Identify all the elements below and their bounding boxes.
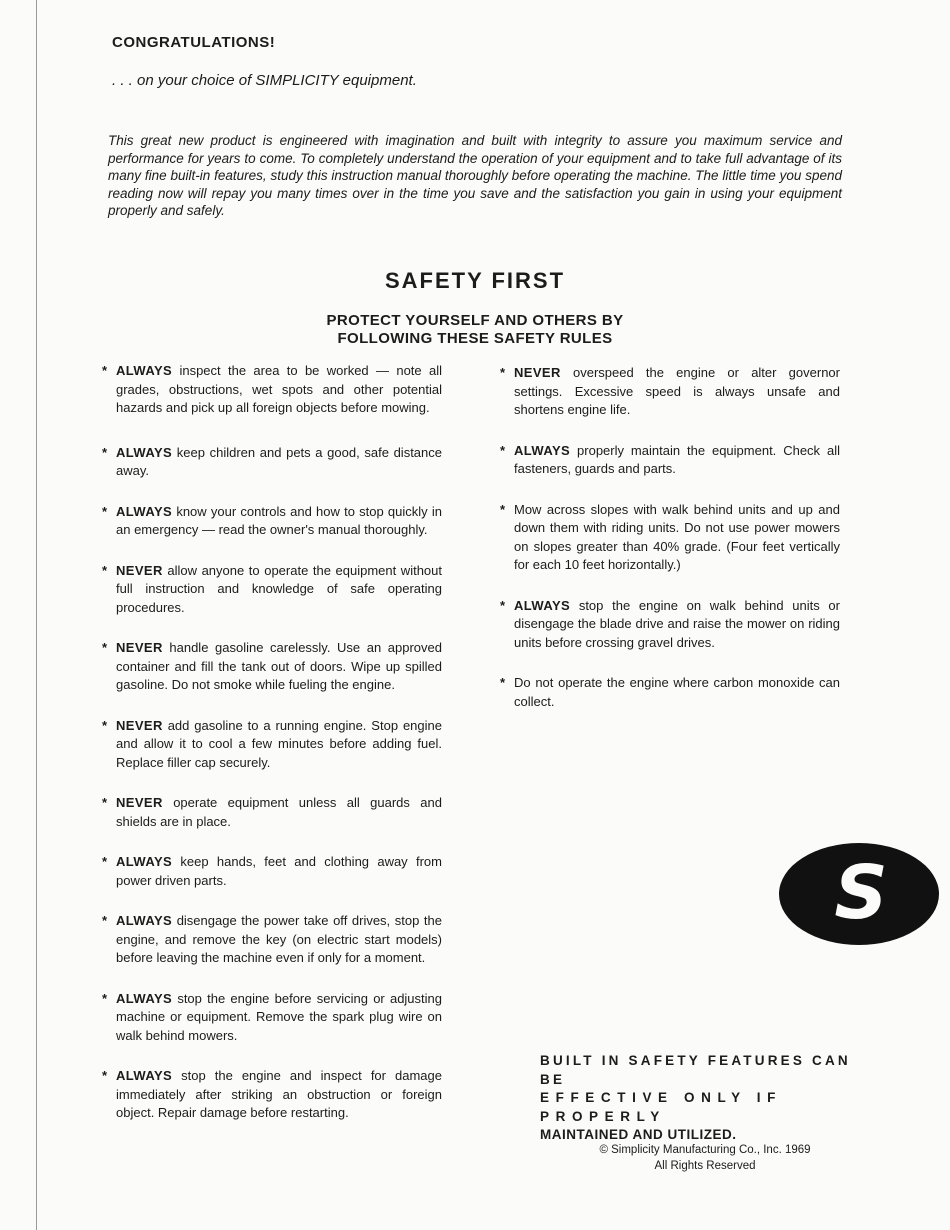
intro-paragraph: This great new product is engineered with imagination and built with integrity to assure you maximum service and performance for years to come. To completely understand the operation of your equipment and to take full advantage of its many fine built-in features, study this instruction manual thoroughly before operating the machine. The little time you spend reading now will repay you many times over in the time you save and the satisfaction you gain in using your equipment properly and safely. (108, 133, 842, 218)
left-safety-rules (104, 362, 442, 1145)
rule-text: know your controls and how to stop quickly in an emergency — read the owner's manual thoroughly. (116, 503, 442, 537)
rule-keyword: NEVER (116, 717, 163, 733)
safety-first-title: SAFETY FIRST (384, 268, 566, 293)
copyright-notice (560, 1142, 850, 1174)
bullet-asterisk: * (102, 854, 108, 869)
rule-text: operate equipment unless all guards and shields are in place. (116, 795, 442, 829)
safety-rule (502, 364, 840, 420)
rule-text: inspect the area to be worked — note all grades, obstructions, wet spots and other potential hazards and pick up all foreign objects before mowing. (116, 363, 442, 415)
notice-line-3: MAINTAINED AND UTILIZED. (540, 1127, 737, 1142)
safety-rule (104, 717, 442, 773)
copyright-line-1: © Simplicity Manufacturing Co., Inc. 1969 (599, 1144, 811, 1156)
rule-keyword: ALWAYS (116, 363, 173, 378)
safety-rule (104, 990, 442, 1046)
rule-keyword: ALWAYS (116, 444, 173, 460)
rule-text: overspeed the engine or alter governor settings. Excessive speed is always unsafe and shortens engine life. (514, 365, 840, 417)
safety-rule (104, 1067, 442, 1123)
rule-keyword: ALWAYS (116, 913, 173, 928)
page-margin-line (36, 0, 37, 1230)
safety-rule (502, 597, 840, 653)
safety-subtitle-line-2: FOLLOWING THESE SAFETY RULES (337, 330, 613, 347)
rule-text: Mow across slopes with walk behind units and up and down them with riding units. Do not use power mowers on slopes greater than 40% grade. (Four feet vertically for each 10 feet horizontally.) (514, 501, 840, 572)
safety-rule (104, 362, 442, 418)
copyright-line-2: All Rights Reserved (654, 1160, 756, 1172)
bullet-asterisk: * (102, 913, 108, 928)
notice-line-1: BUILT IN SAFETY FEATURES CAN BE (540, 1053, 851, 1087)
rule-keyword: ALWAYS (116, 854, 173, 869)
safety-rule (502, 442, 840, 479)
built-in-safety-notice (540, 1052, 865, 1145)
congratulations-heading: CONGRATULATIONS! (112, 34, 276, 51)
bullet-asterisk: * (102, 503, 108, 519)
safety-rule (104, 562, 442, 618)
safety-rule (502, 674, 840, 711)
bullet-asterisk: * (102, 717, 108, 733)
bullet-asterisk: * (500, 597, 506, 613)
right-safety-rules (502, 364, 840, 733)
logo-letter: S (834, 850, 888, 936)
rule-text: keep children and pets a good, safe distance away. (116, 444, 442, 478)
bullet-asterisk: * (102, 990, 108, 1006)
rule-keyword: NEVER (116, 562, 163, 578)
bullet-asterisk: * (102, 795, 108, 810)
bullet-asterisk: * (500, 675, 506, 690)
safety-rule (502, 501, 840, 575)
rule-text: stop the engine and inspect for damage immediately after striking an obstruction or foreign object. Repair damage before restarting. (116, 1068, 442, 1120)
rule-text: disengage the power take off drives, stop the engine, and remove the key (on electric start models) before leaving the machine even if only for a moment. (116, 913, 442, 965)
bullet-asterisk: * (102, 640, 108, 655)
safety-subtitle (0, 312, 950, 348)
safety-rule (104, 853, 442, 890)
rule-text: keep hands, feet and clothing away from power driven parts. (116, 854, 442, 888)
bullet-asterisk: * (500, 501, 506, 517)
bullet-asterisk: * (102, 562, 108, 578)
notice-line-2: EFFECTIVE ONLY IF PROPERLY (540, 1090, 782, 1124)
rule-keyword: ALWAYS (116, 990, 173, 1006)
rule-text: handle gasoline carelessly. Use an approved container and fill the tank out of doors. Wipe up spilled gasoline. Do not smoke while fueling the engine. (116, 640, 442, 692)
choice-tagline: . . . on your choice of SIMPLICITY equipment. (112, 72, 417, 89)
bullet-asterisk: * (102, 363, 108, 378)
bullet-asterisk: * (102, 444, 108, 460)
rule-text: add gasoline to a running engine. Stop engine and allow it to cool a few minutes before adding fuel. Replace filler cap securely. (116, 717, 442, 770)
rule-text: allow anyone to operate the equipment without full instruction and knowledge of safe operating procedures. (116, 562, 442, 615)
rule-keyword: NEVER (514, 365, 561, 380)
safety-rule (104, 794, 442, 831)
simplicity-s-logo-icon (778, 842, 940, 951)
safety-rule (104, 444, 442, 481)
bullet-asterisk: * (500, 365, 506, 380)
bullet-asterisk: * (500, 442, 506, 458)
rule-text: stop the engine on walk behind units or disengage the blade drive and raise the mower on riding units before crossing gravel drives. (514, 597, 840, 650)
rule-keyword: ALWAYS (116, 1068, 173, 1083)
rule-keyword: ALWAYS (116, 503, 173, 519)
safety-rule (104, 912, 442, 968)
rule-text: stop the engine before servicing or adjusting machine or equipment. Remove the spark plug wire on walk behind mowers. (116, 990, 442, 1043)
rule-keyword: NEVER (116, 795, 163, 810)
rule-keyword: NEVER (116, 640, 163, 655)
safety-rule (104, 639, 442, 695)
rule-text: properly maintain the equipment. Check all fasteners, guards and parts. (514, 442, 840, 476)
rule-keyword: ALWAYS (514, 442, 571, 458)
safety-subtitle-line-1: PROTECT YOURSELF AND OTHERS BY (326, 312, 624, 329)
rule-keyword: ALWAYS (514, 597, 571, 613)
rule-text: Do not operate the engine where carbon monoxide can collect. (514, 675, 840, 709)
bullet-asterisk: * (102, 1068, 108, 1083)
safety-rule (104, 503, 442, 540)
